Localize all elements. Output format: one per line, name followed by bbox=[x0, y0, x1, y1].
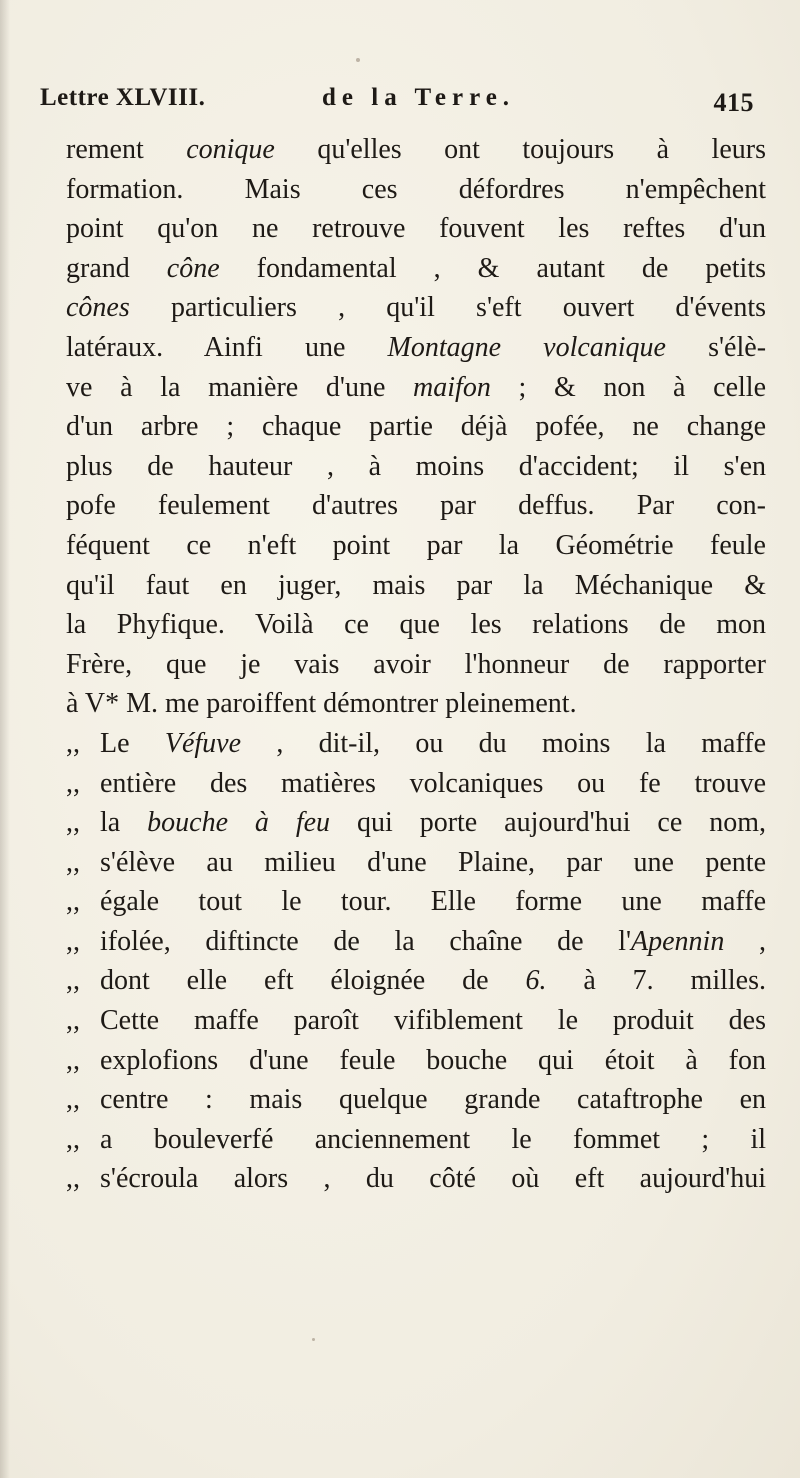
text-run: qu'il faut en juger, mais par la Méchanique & bbox=[66, 569, 766, 601]
quoted-text-line bbox=[66, 803, 766, 843]
quote-mark: ,, bbox=[66, 1044, 80, 1076]
quoted-text-line bbox=[66, 764, 766, 804]
text-run: Le bbox=[100, 727, 165, 759]
text-run: à V* M. me paroiffent démontrer pleinement. bbox=[66, 688, 577, 720]
text-run: particuliers , qu'il s'eft ouvert d'évents bbox=[129, 292, 766, 324]
binding-shadow bbox=[0, 0, 10, 1478]
quoted-text-line bbox=[66, 882, 766, 922]
header-letter-number: Lettre XLVIII. bbox=[40, 84, 206, 111]
text-line bbox=[66, 566, 766, 606]
text-run: a bouleverfé anciennement le fommet ; il bbox=[100, 1123, 766, 1155]
text-run: point qu'on ne retrouve fouvent les reftes d'un bbox=[66, 213, 766, 245]
text-run: qui porte aujourd'hui ce nom, bbox=[330, 807, 766, 839]
text-run: entière des matières volcaniques ou fe trouve bbox=[100, 767, 766, 799]
text-run: la Phyfique. Voilà ce que les relations de mon bbox=[66, 609, 766, 641]
italic-term: Véfuve bbox=[164, 727, 242, 759]
text-run: plus de hauteur , à moins d'accident; il s'en bbox=[66, 450, 766, 482]
italic-term: cône bbox=[166, 252, 220, 284]
quote-mark: ,, bbox=[66, 1005, 80, 1037]
quote-mark: ,, bbox=[66, 965, 80, 997]
text-run: la bbox=[100, 807, 148, 839]
text-run: centre : mais quelque grande cataftrophe en bbox=[100, 1084, 766, 1116]
text-run: s'élève au milieu d'une Plaine, par une pente bbox=[100, 846, 766, 878]
header-title: de la Terre. bbox=[322, 84, 516, 111]
text-line bbox=[66, 684, 766, 724]
quote-mark: ,, bbox=[66, 1084, 80, 1116]
page-number: 415 bbox=[713, 88, 754, 117]
quote-mark: ,, bbox=[66, 925, 80, 957]
body-text bbox=[66, 130, 766, 1199]
running-head bbox=[40, 84, 760, 124]
italic-term: Montagne volcanique bbox=[387, 331, 666, 363]
text-line bbox=[66, 288, 766, 328]
quoted-text-line bbox=[66, 1159, 766, 1199]
quote-mark: ,, bbox=[66, 807, 80, 839]
text-run: d'un arbre ; chaque partie déjà pofée, ne change bbox=[66, 411, 766, 443]
text-run: ve à la manière d'une bbox=[66, 371, 414, 403]
text-run: à 7. milles. bbox=[546, 965, 766, 997]
paper-speck bbox=[312, 1338, 315, 1341]
text-run: , bbox=[724, 925, 766, 957]
quoted-text-line bbox=[66, 1001, 766, 1041]
text-line bbox=[66, 170, 766, 210]
text-run: égale tout le tour. Elle forme une maffe bbox=[100, 886, 766, 918]
text-run: pofe feulement d'autres par deffus. Par con- bbox=[66, 490, 766, 522]
italic-term: Apennin bbox=[631, 925, 725, 957]
quote-mark: ,, bbox=[66, 1123, 80, 1155]
text-run: fondamental , & autant de petits bbox=[219, 252, 766, 284]
text-line bbox=[66, 407, 766, 447]
text-run: Frère, que je vais avoir l'honneur de rapporter bbox=[66, 648, 766, 680]
text-line bbox=[66, 605, 766, 645]
text-run: s'écroula alors , du côté où eft aujourd'hui bbox=[100, 1163, 766, 1195]
text-run: explofions d'une feule bouche qui étoit à fon bbox=[100, 1044, 766, 1076]
italic-term: maifon bbox=[413, 371, 491, 403]
text-line bbox=[66, 486, 766, 526]
text-run: rement bbox=[66, 134, 187, 165]
text-run: formation. Mais ces défordres n'empêchent bbox=[66, 173, 766, 205]
text-line bbox=[66, 526, 766, 566]
text-run: s'élè- bbox=[666, 331, 767, 363]
text-line bbox=[66, 130, 766, 170]
text-line bbox=[66, 249, 766, 289]
text-run: qu'elles ont toujours à leurs bbox=[274, 134, 766, 165]
quote-mark: ,, bbox=[66, 727, 80, 759]
text-run: dont elle eft éloignée de bbox=[100, 965, 526, 997]
text-run: féquent ce n'eft point par la Géométrie feule bbox=[66, 529, 766, 561]
quoted-text-line bbox=[66, 1080, 766, 1120]
text-run: latéraux. Ainfi une bbox=[66, 331, 388, 363]
quote-mark: ,, bbox=[66, 886, 80, 918]
italic-term: bouche à feu bbox=[147, 807, 331, 839]
text-line bbox=[66, 645, 766, 685]
text-run: grand bbox=[66, 252, 167, 284]
quoted-text-line bbox=[66, 1120, 766, 1160]
quoted-text-line bbox=[66, 1041, 766, 1081]
text-line bbox=[66, 368, 766, 408]
text-line bbox=[66, 447, 766, 487]
italic-term: conique bbox=[186, 134, 275, 165]
quoted-text-line bbox=[66, 961, 766, 1001]
quoted-text-line bbox=[66, 843, 766, 883]
text-run: Cette maffe paroît vifiblement le produit des bbox=[100, 1005, 766, 1037]
quoted-text-line bbox=[66, 922, 766, 962]
text-run: , dit-il, ou du moins la maffe bbox=[241, 727, 767, 759]
italic-term: 6. bbox=[525, 965, 547, 997]
text-run: ; & non à celle bbox=[490, 371, 766, 403]
quote-mark: ,, bbox=[66, 1163, 80, 1195]
italic-term: cônes bbox=[66, 292, 130, 324]
paper-speck bbox=[356, 58, 360, 62]
text-run: ifolée, diftincte de la chaîne de l' bbox=[100, 925, 632, 957]
quote-mark: ,, bbox=[66, 846, 80, 878]
text-line bbox=[66, 209, 766, 249]
quoted-text-line bbox=[66, 724, 766, 764]
text-line bbox=[66, 328, 766, 368]
quote-mark: ,, bbox=[66, 767, 80, 799]
